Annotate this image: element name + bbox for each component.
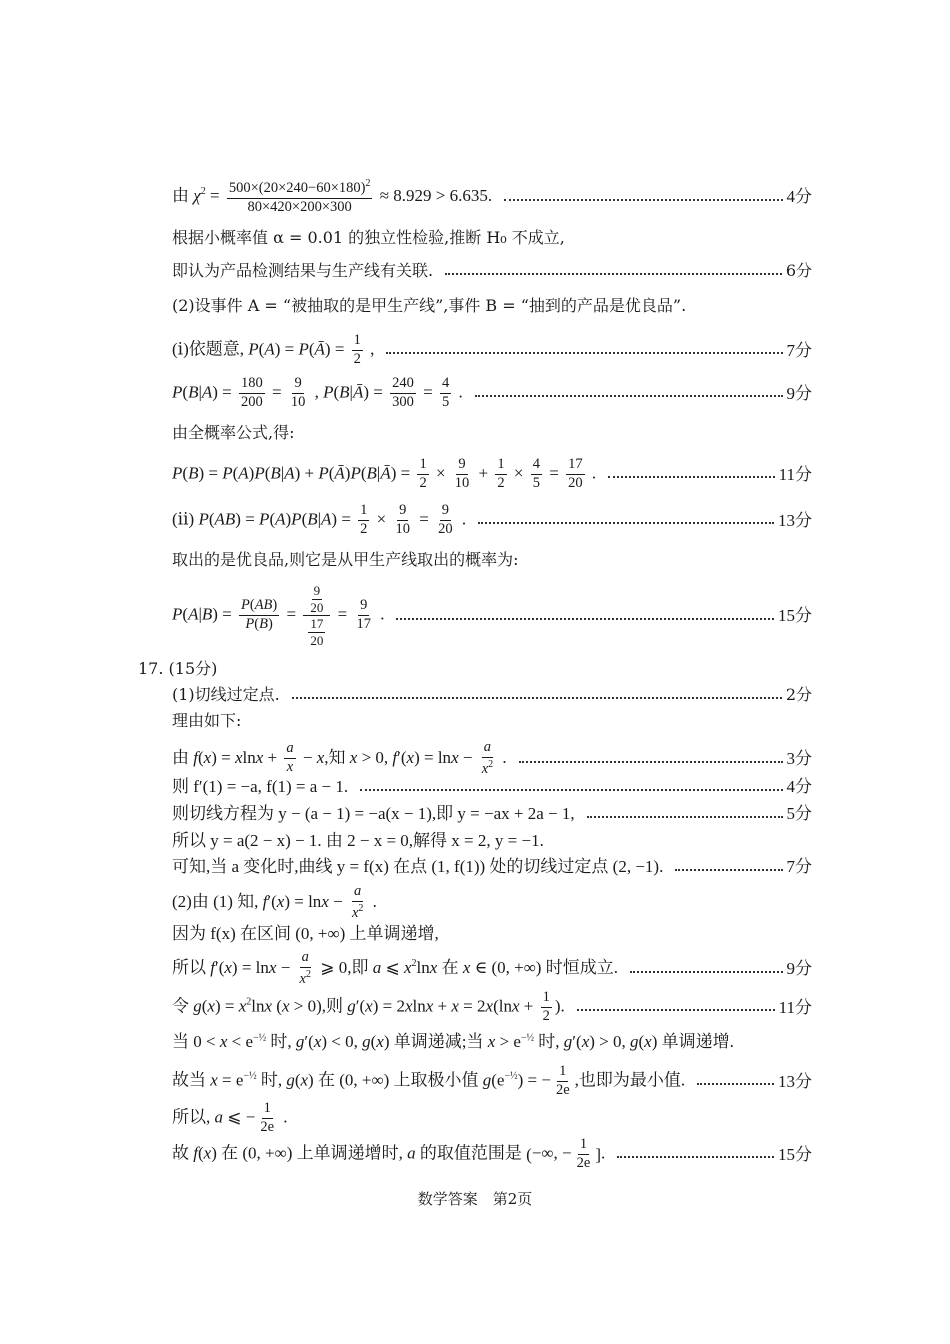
- line-values-at-1: [172, 777, 812, 797]
- score-label: 7分: [786, 857, 812, 876]
- dot-leader: [475, 395, 783, 397]
- dot-leader: [504, 199, 782, 201]
- line-posterior-intro: [172, 551, 812, 569]
- dot-leader: [675, 869, 782, 871]
- score-label: 15分: [778, 1144, 812, 1164]
- dot-leader: [396, 618, 774, 620]
- line-g-minimum: [172, 1064, 812, 1099]
- line-text: 可知,当 a 变化时,曲线 y = f(x) 在点 (1, f(1)) 处的切线过定点 (2, −1).: [172, 857, 664, 876]
- score-label: 6分: [785, 261, 812, 280]
- line-a-bound: [172, 1101, 812, 1136]
- line-text: 取出的是优良品,则它是从甲生产线取出的概率为:: [172, 550, 519, 569]
- final-answer-formula: 故 f(x) 在 (0, +∞) 上单调递增时, a 的取值范围是 (−∞, − $\frac{1}{2e}$ ].: [172, 1136, 606, 1171]
- dot-leader: [608, 476, 775, 478]
- line-reason: [172, 712, 812, 730]
- derivative-formula: 由 f(x) = xlnx + $\frac{a}{x}$ − x,知 x > 0, f′(x) = lnx − $\frac{a}{x^2}$ .: [172, 739, 507, 777]
- dot-leader: [630, 971, 783, 973]
- line-text: 由全概率公式,得:: [172, 423, 295, 442]
- dot-leader: [577, 1009, 775, 1011]
- line-text: 则切线方程为 y − (a − 1) = −a(x − 1),即 y = −ax + 2a − 1,: [172, 804, 575, 823]
- line-solve-point: [172, 831, 812, 851]
- line-monotonic-condition: [172, 924, 812, 944]
- line-text: 17. (15分): [138, 659, 218, 678]
- conditional-formula: P(B|A) = $\frac{180}{200}$ = $\frac{9}{10}$ , P(B|Ā) = $\frac{240}{300}$ = $\frac{4}{5}$ .: [172, 375, 463, 410]
- line-independence-test: [172, 229, 812, 247]
- line-part2-derivative: [172, 884, 812, 922]
- score-label: 5分: [786, 804, 812, 823]
- score-label: 4分: [786, 777, 812, 796]
- dot-leader: [617, 1156, 774, 1158]
- score-label: 2分: [785, 685, 812, 704]
- line-g-monotonicity: [172, 1032, 790, 1052]
- line-total-probability: [172, 457, 812, 492]
- line-final-answer: [172, 1137, 812, 1172]
- score-label: 7分: [786, 340, 812, 360]
- inequality-formula: 所以 f′(x) = lnx − $\frac{a}{x^2}$ ⩾ 0,即 a ⩽ $x^2\ln x$ 在 x ∈ (0, +∞) 时恒成立.: [172, 949, 618, 987]
- g-monotonicity-formula: 当 $0 < x < e^{-\frac{1}{2}}$ 时, g′(x) < 0, g(x) 单调递减;当 $x > e^{-\frac{1}{2}}$ 时, g′(x) > 0, g(x) 单调递增.: [172, 1032, 734, 1051]
- dot-leader: [445, 273, 782, 275]
- line-define-g: [172, 990, 812, 1025]
- score-label: 3分: [786, 749, 812, 769]
- dot-leader: [519, 761, 783, 763]
- total-prob-formula: P(B) = P(A)P(B|A) + P(Ā)P(B|Ā) = $\frac{1}{2}$ × $\frac{9}{10}$ + $\frac{1}{2}$ × $\frac{4}{5}$ = $\frac{17}{20}$ .: [172, 456, 597, 491]
- line-bayes: [172, 584, 812, 648]
- line-text: 所以 y = a(2 − x) − 1. 由 2 − x = 0,解得 x = 2, y = −1.: [172, 831, 544, 850]
- score-label: 13分: [778, 1071, 812, 1091]
- a-bound-formula: 所以, a ⩽ − $\frac{1}{2e}$ .: [172, 1100, 288, 1135]
- score-label: 9分: [786, 383, 812, 403]
- score-label: 11分: [778, 464, 812, 484]
- page-footer: 数学答案 第2页: [417, 1190, 533, 1208]
- dot-leader: [292, 697, 782, 699]
- line-define-events: [172, 297, 812, 315]
- line-text: 即认为产品检测结果与生产线有关联.: [172, 261, 434, 280]
- score-label: 4分: [786, 187, 812, 207]
- line-tangent-fixed-point: [172, 686, 812, 704]
- chi-square-formula: 由 $\chi^2$ = $\frac{500\times(20\times 240-60\times 180)^2}{80\times 420\times 200\times 300}$ ≈ 8.929 > 6.635.: [172, 178, 493, 215]
- line-chi-square: [172, 178, 812, 216]
- dot-leader: [386, 352, 782, 354]
- score-label: 13分: [778, 510, 812, 530]
- score-label: 11分: [778, 997, 812, 1017]
- line-text: 则 f′(1) = −a, f(1) = a − 1.: [172, 777, 349, 796]
- line-text: 理由如下:: [172, 711, 242, 730]
- line-text: (2)设事件 A = “被抽取的是甲生产线”,事件 B = “抽到的产品是优良品”.: [172, 296, 687, 315]
- line-derivative: [172, 740, 812, 778]
- dot-leader: [360, 789, 782, 791]
- g-minimum-formula: 故当 $x = e^{-\frac{1}{2}}$ 时, g(x) 在 (0, +∞) 上取极小值 $g(e^{-\frac{1}{2}})$ = − $\frac{1}{2e}$ ,也即为最小值.: [172, 1063, 686, 1098]
- p-a-formula: (ⅰ)依题意, P(A) = P(Ā) = $\frac{1}{2}$ ,: [172, 332, 375, 367]
- score-label: 15分: [778, 606, 812, 625]
- g-formula: 令 $g(x) = x^2\ln x$ (x > 0),则 g′(x) = 2xlnx + x = 2x(lnx + $\frac{1}{2}$ ).: [172, 989, 565, 1024]
- problem-17-header: [138, 660, 812, 678]
- p-ab-formula: (ⅱ) P(AB) = P(A)P(B|A) = $\frac{1}{2}$ × $\frac{9}{10}$ = $\frac{9}{20}$ .: [172, 502, 467, 537]
- line-text: 根据小概率值 α = 0.01 的独立性检验,推断 H₀ 不成立,: [172, 228, 565, 247]
- line-conclusion: [172, 262, 812, 280]
- line-conditional-probs: [172, 376, 812, 411]
- part2-derivative-formula: (2)由 (1) 知, f′(x) = lnx − $\frac{a}{x^2}$ .: [172, 883, 377, 921]
- dot-leader: [478, 522, 774, 524]
- score-label: 9分: [786, 959, 812, 979]
- line-text: (1)切线过定点.: [172, 685, 280, 704]
- line-p-a: [172, 333, 812, 368]
- line-total-prob-intro: [172, 424, 812, 442]
- bayes-formula: P(A|B) = $\frac{P(AB)}{P(B)}$ = $\frac{\frac{9}{20}}{\frac{17}{20}}$ = $\frac{9}{17}$ .: [172, 583, 385, 648]
- dot-leader: [587, 816, 783, 818]
- line-fixed-point-conclusion: [172, 857, 812, 877]
- line-inequality: [172, 950, 812, 988]
- dot-leader: [697, 1083, 774, 1085]
- line-tangent-equation: [172, 804, 812, 824]
- line-text: 因为 f(x) 在区间 (0, +∞) 上单调递增,: [172, 924, 439, 943]
- line-p-ab: [172, 503, 812, 538]
